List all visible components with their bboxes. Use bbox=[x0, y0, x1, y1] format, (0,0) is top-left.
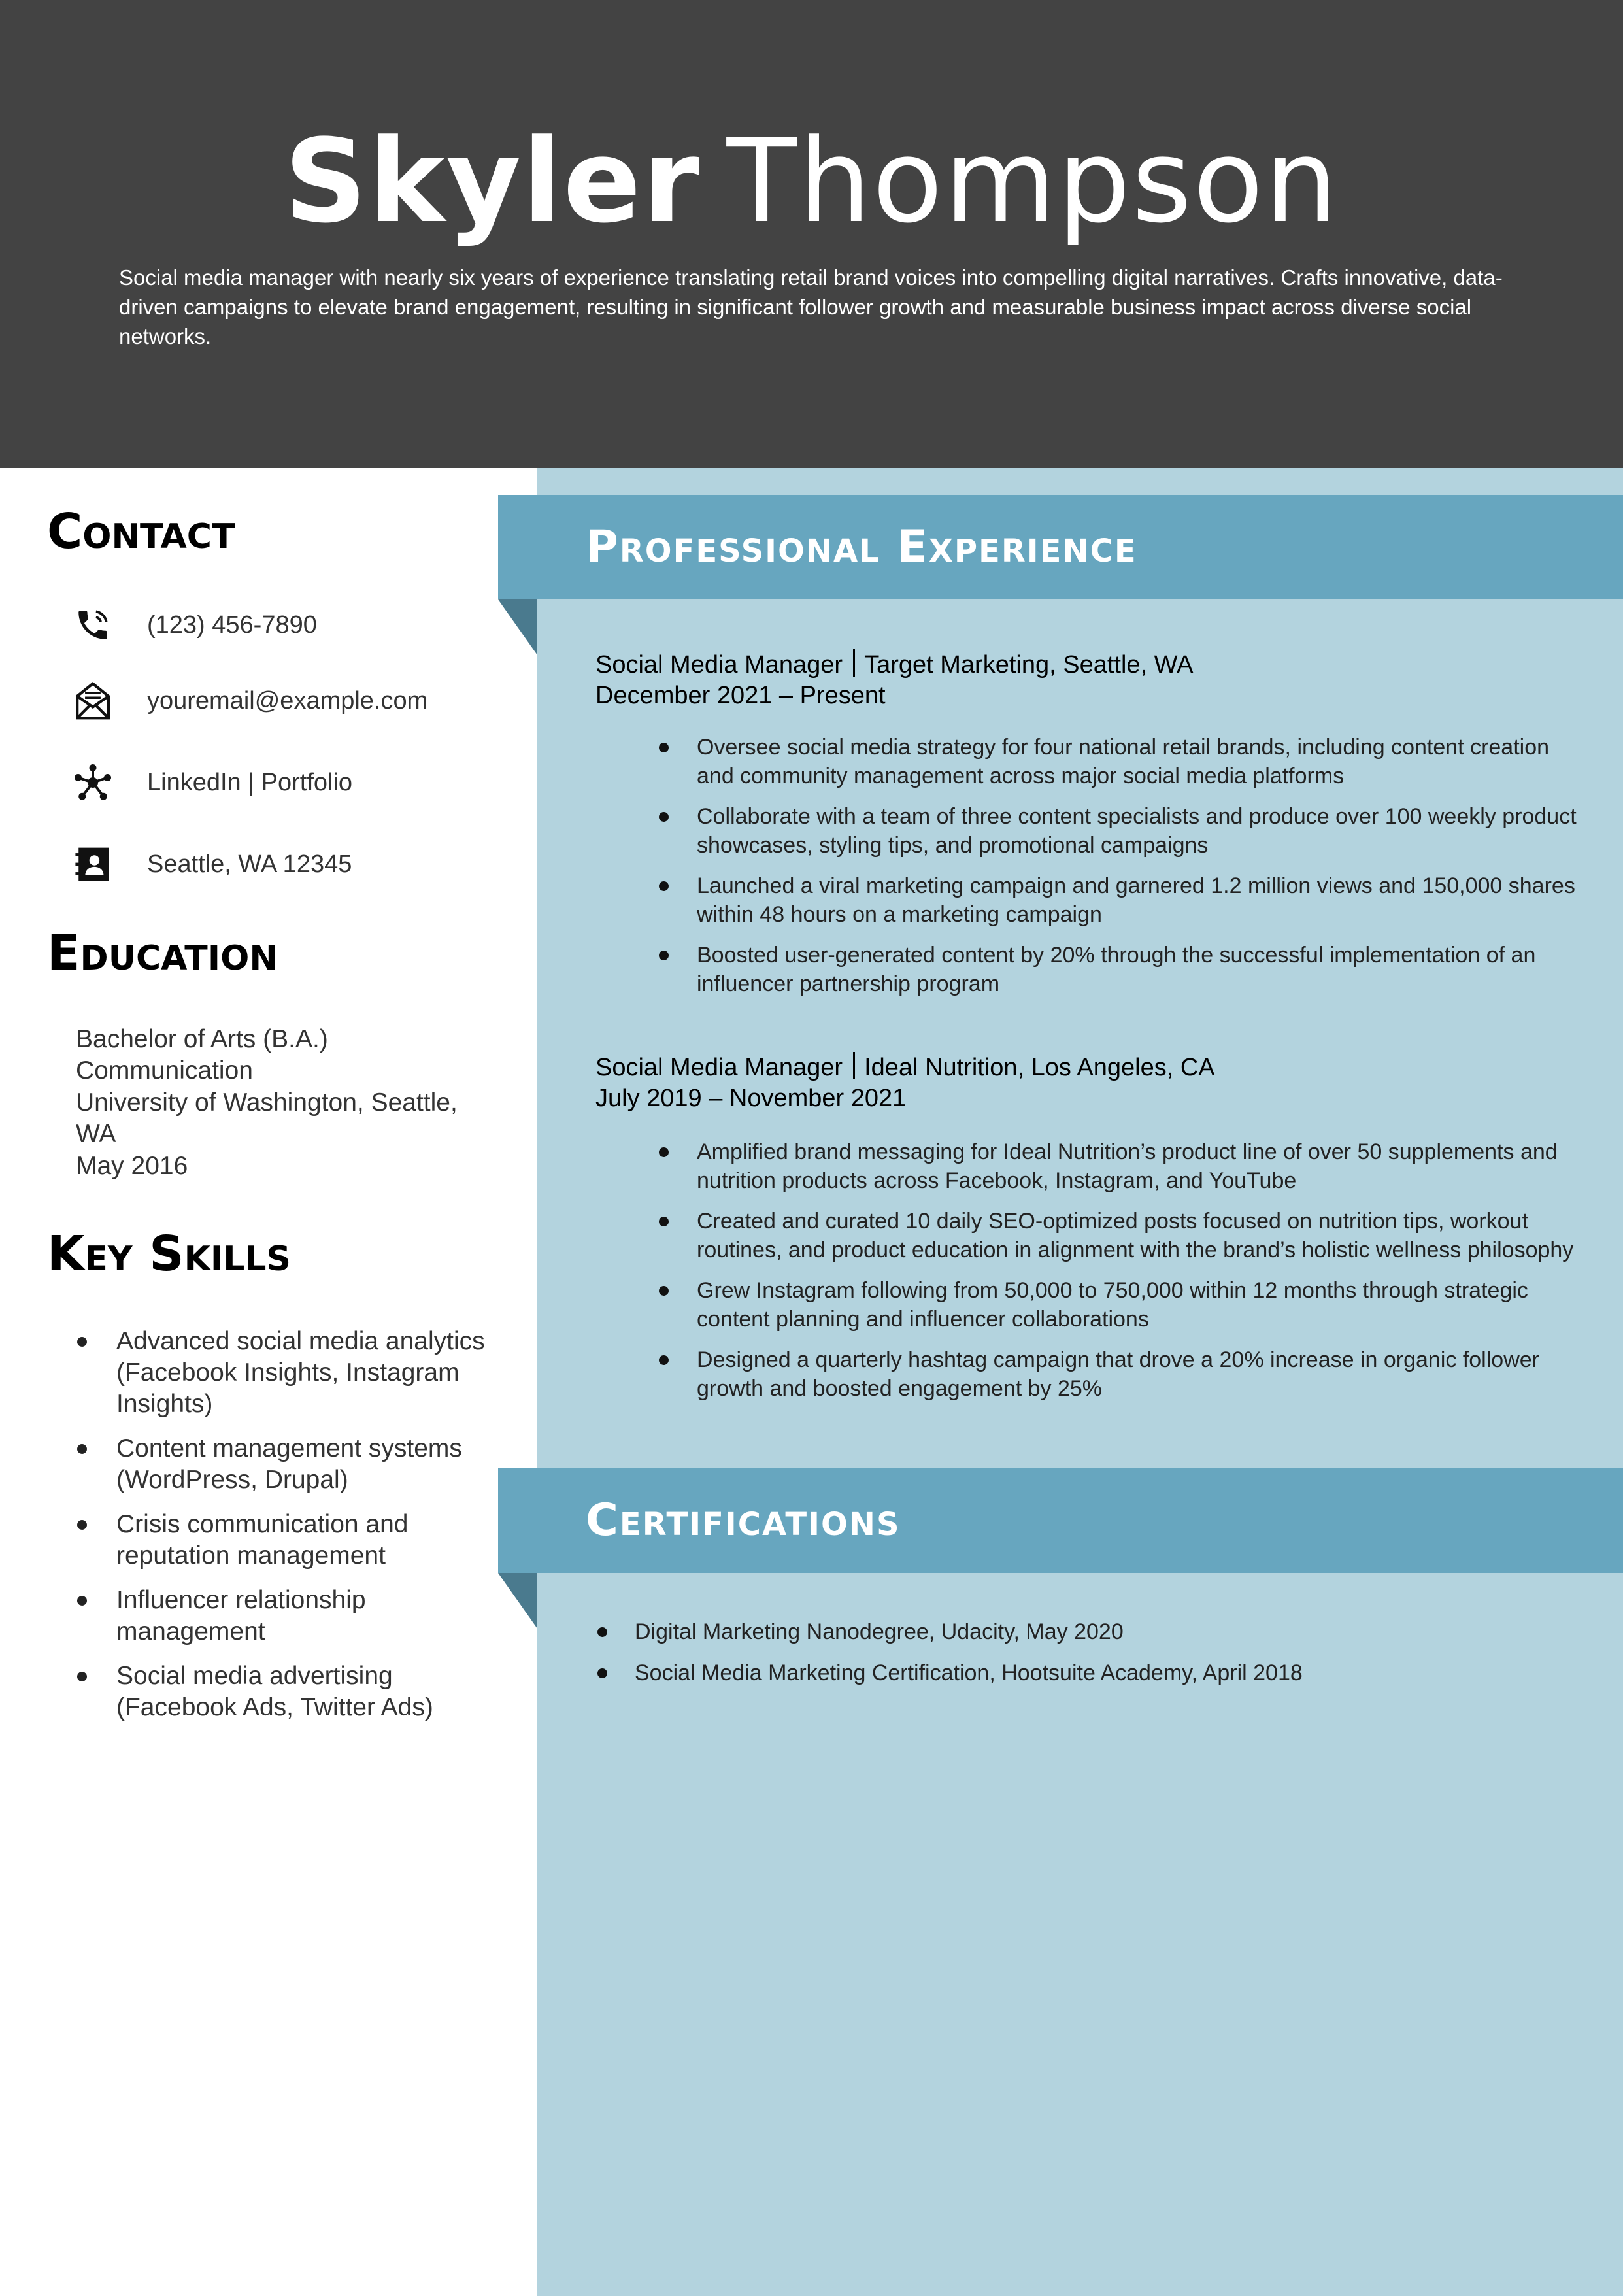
job-title bbox=[595, 1052, 1215, 1082]
certifications-heading: Certifications bbox=[586, 1494, 901, 1546]
job-role: Social Media Manager bbox=[595, 651, 843, 679]
first-name: Skyler bbox=[284, 114, 701, 248]
title-separator bbox=[853, 1052, 855, 1079]
location: Seattle, WA 12345 bbox=[147, 850, 352, 878]
skill-item: Influencer relationship management bbox=[76, 1585, 494, 1647]
bullet-item: Designed a quarterly hashtag campaign that drove a 20% increase in organic follower growth and boosted engagement by 25% bbox=[654, 1345, 1582, 1403]
skills-list bbox=[76, 1326, 494, 1736]
resume-header bbox=[0, 0, 1623, 468]
skills-heading: Key Skills bbox=[47, 1226, 291, 1282]
contact-links bbox=[72, 762, 353, 803]
bullet-item: Amplified brand messaging for Ideal Nutrition’s product line of over 50 supplements and nutrition products across Facebook, Instagram, and YouTube bbox=[654, 1138, 1582, 1195]
certification-item: Social Media Marketing Certification, Hootsuite Academy, April 2018 bbox=[592, 1659, 1572, 1687]
candidate-name bbox=[0, 116, 1623, 247]
job-dates: July 2019 – November 2021 bbox=[595, 1085, 907, 1112]
contact-address bbox=[72, 843, 352, 885]
graduation-date: May 2016 bbox=[76, 1152, 188, 1180]
job-bullets bbox=[654, 1138, 1582, 1415]
school-state: WA bbox=[76, 1120, 116, 1148]
email-address[interactable]: youremail@example.com bbox=[147, 686, 428, 715]
job-title bbox=[595, 649, 1193, 679]
experience-bar-fold bbox=[498, 599, 537, 655]
last-name: Thompson bbox=[726, 114, 1339, 248]
linkedin-portfolio-links[interactable]: LinkedIn | Portfolio bbox=[147, 768, 353, 796]
job-company: Ideal Nutrition, Los Angeles, CA bbox=[864, 1054, 1215, 1081]
bullet-item: Collaborate with a team of three content specialists and produce over 100 weekly product showcases, styling tips, and promotional campaigns bbox=[654, 802, 1582, 860]
bullet-item: Grew Instagram following from 50,000 to 750,000 within 12 months through strategic content planning and influencer collaborations bbox=[654, 1276, 1582, 1334]
skill-item: Crisis communication and reputation management bbox=[76, 1509, 494, 1572]
phone-number: (123) 456-7890 bbox=[147, 611, 317, 639]
degree: Bachelor of Arts (B.A.) bbox=[76, 1025, 328, 1053]
bullet-item: Launched a viral marketing campaign and garnered 1.2 million views and 150,000 shares within 48 hours on a marketing campaign bbox=[654, 871, 1582, 929]
job-bullets bbox=[654, 733, 1582, 1010]
professional-summary: Social media manager with nearly six years of experience translating retail brand voices into compelling digital narratives. Crafts innovative, data-driven campaigns to elevate brand engagement, resulting in significant follower growth and measurable business impact across diverse social networks. bbox=[119, 265, 1503, 348]
bullet-item: Oversee social media strategy for four national retail brands, including content creation and community management across major social media platforms bbox=[654, 733, 1582, 790]
experience-heading: Professional Experience bbox=[586, 521, 1137, 573]
network-icon bbox=[72, 762, 114, 803]
certification-item: Digital Marketing Nanodegree, Udacity, May 2020 bbox=[592, 1617, 1572, 1646]
experience-section-bar bbox=[498, 495, 1623, 599]
contact-heading: Contact bbox=[47, 503, 235, 560]
address-book-icon bbox=[72, 843, 114, 885]
phone-icon bbox=[72, 604, 114, 646]
skill-item: Content management systems (WordPress, Drupal) bbox=[76, 1433, 494, 1496]
certifications-section-bar bbox=[498, 1468, 1623, 1573]
major: Communication bbox=[76, 1056, 253, 1085]
job-role: Social Media Manager bbox=[595, 1054, 843, 1081]
contact-phone bbox=[72, 604, 317, 646]
skill-item: Social media advertising (Facebook Ads, Twitter Ads) bbox=[76, 1661, 494, 1723]
skill-item: Advanced social media analytics (Facebook Insights, Instagram Insights) bbox=[76, 1326, 494, 1420]
bullet-item: Created and curated 10 daily SEO-optimized posts focused on nutrition tips, workout routines, and product education in alignment with the brand’s holistic wellness philosophy bbox=[654, 1207, 1582, 1264]
education-heading: Education bbox=[47, 925, 278, 981]
contact-email bbox=[72, 680, 428, 722]
bullet-item: Boosted user-generated content by 20% through the successful implementation of an influencer partnership program bbox=[654, 941, 1582, 998]
job-company: Target Marketing, Seattle, WA bbox=[864, 651, 1194, 679]
certifications-bar-fold bbox=[498, 1573, 537, 1629]
certifications-list bbox=[592, 1617, 1572, 1700]
school: University of Washington, Seattle, bbox=[76, 1089, 458, 1117]
job-dates: December 2021 – Present bbox=[595, 682, 886, 709]
email-icon bbox=[72, 680, 114, 722]
title-separator bbox=[853, 649, 855, 677]
